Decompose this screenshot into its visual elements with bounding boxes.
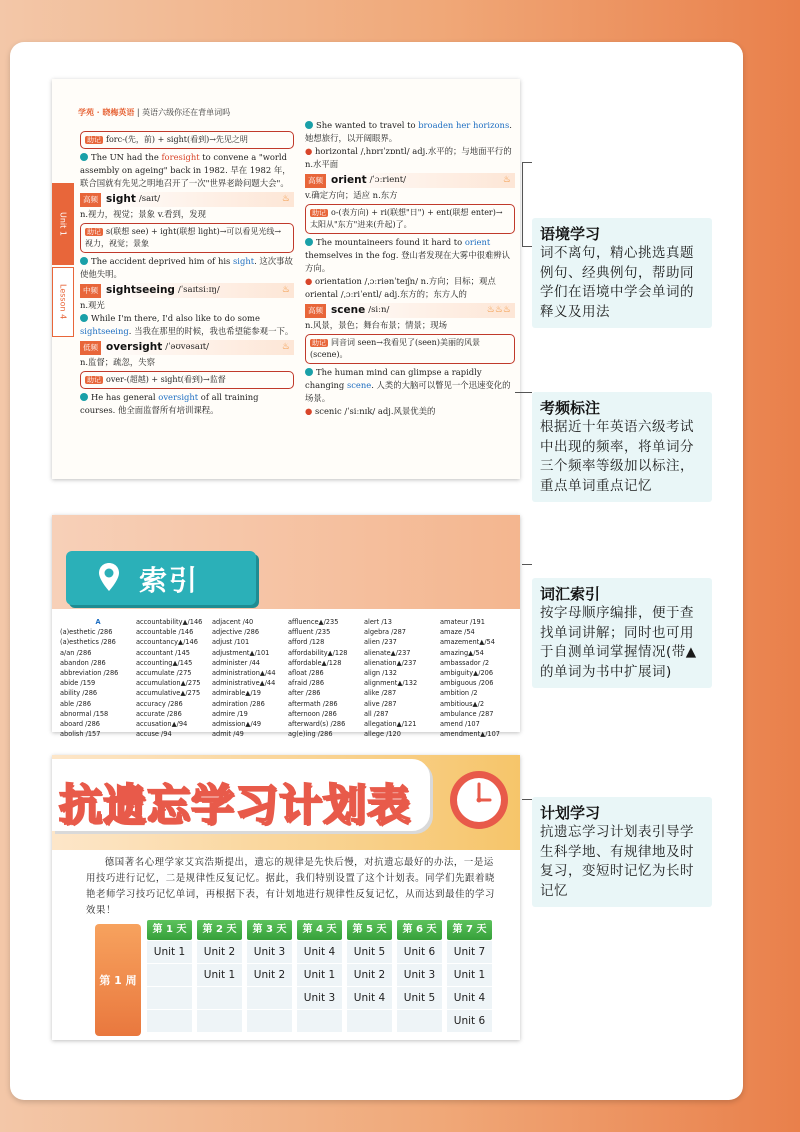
- flame-icon: ♨♨♨: [486, 305, 511, 315]
- index-entry: alive /287: [364, 699, 397, 708]
- index-entry: after /286: [288, 689, 321, 698]
- plan-cell: Unit 5: [397, 987, 442, 1009]
- example-icon: [305, 121, 313, 129]
- plan-cell: Unit 2: [197, 941, 242, 963]
- flame-icon: ♨: [281, 342, 290, 352]
- location-pin-icon: [98, 562, 120, 592]
- annotation-frequency: [532, 392, 712, 502]
- index-column: [288, 617, 364, 739]
- annotation-context-learning: [532, 218, 712, 328]
- plan-cell: [197, 1010, 242, 1032]
- annotation-body: 抗遗忘学习计划表引导学生科学地、有规律地及时复习，变短时记忆为长时记忆: [540, 824, 694, 899]
- plan-cell: Unit 4: [347, 987, 392, 1009]
- plan-title-box: [52, 759, 430, 831]
- annotation-body: 词不离句，精心挑选真题例句、经典例句，帮助同学们在语境中学会单词的释义及用法: [540, 245, 694, 320]
- index-entry: aftermath /286: [288, 699, 338, 708]
- index-entry: ambitious▲/2: [440, 699, 485, 708]
- example-sentence: While I'm there, I'd also like to do some sightseeing. 当我在那里的时候，我也希望能参观一下。: [80, 313, 294, 336]
- lesson-tab: Lesson 4: [52, 267, 74, 337]
- index-entry: accountable /146: [136, 628, 194, 637]
- index-entry: adjustment▲/101: [212, 648, 270, 657]
- index-entry: accumulate /275: [136, 669, 192, 678]
- index-title-bar: [66, 551, 256, 605]
- header-text: 英语六级你还在背单词吗: [142, 108, 231, 117]
- plan-cell: [247, 987, 292, 1009]
- index-entry: amazing▲/54: [440, 648, 484, 657]
- index-entry: accountancy▲/146: [136, 638, 198, 647]
- index-entry: afford /128: [288, 638, 325, 647]
- index-entry: alienation▲/237: [364, 658, 417, 667]
- memo-text: 同音词 seen→我看见了(seen)美丽的风景(scene)。: [310, 338, 480, 359]
- plan-cell: [247, 1010, 292, 1032]
- plan-cell: Unit 1: [197, 964, 242, 986]
- index-entry: abide /159: [60, 679, 96, 688]
- index-entry: amendment▲/107: [440, 730, 501, 739]
- plan-cell: Unit 3: [247, 941, 292, 963]
- index-entry: admiration /286: [212, 699, 265, 708]
- index-entry: able /286: [60, 699, 92, 708]
- example-sentence: He has general oversight of all training courses. 他全面监督所有培训课程。: [80, 392, 259, 415]
- index-entry: accountability▲/146: [136, 618, 203, 626]
- index-entry: aboard /286: [60, 720, 100, 729]
- index-entry: affordability▲/128: [288, 648, 348, 657]
- index-entry: amazement▲/54: [440, 638, 495, 647]
- entry-header: [80, 192, 294, 207]
- example-icon: [80, 393, 88, 401]
- unit-tab: Unit 1: [52, 183, 74, 265]
- definition: n.风景，景色；舞台布景；情景；现场: [305, 320, 448, 330]
- index-entry: affluent /235: [288, 628, 331, 637]
- index-entry: ability /286: [60, 689, 98, 698]
- derivative: ● scenic /ˈsiːnɪk/ adj.风景优美的: [305, 406, 436, 416]
- index-entry: ag(e)ing /286: [288, 730, 333, 739]
- index-entry: admirable▲/19: [212, 689, 261, 698]
- index-title: 索引: [139, 564, 200, 597]
- day-column: [397, 920, 442, 1032]
- plan-cell: [197, 987, 242, 1009]
- memo-box: 助记 o-(表方向) + ri(联想"日") + ent(联想 enter)→太阳从"东方"进来(升起)了。: [305, 204, 515, 234]
- annotation-title: 计划学习: [540, 804, 601, 822]
- example-icon: [80, 314, 88, 322]
- catalog-page: [10, 42, 743, 1100]
- example-sentence: The accident deprived him of his sight. 这次事故使他失明。: [80, 256, 293, 279]
- annotation-plan-learning: [532, 797, 712, 907]
- week-label: 第 1 周: [95, 924, 141, 1036]
- index-entry: afterward(s) /286: [288, 720, 346, 729]
- index-entry: accuse /94: [136, 730, 172, 739]
- connector-line: [522, 564, 532, 565]
- memo-box: 助记 同音词 seen→我看见了(seen)美丽的风景(scene)。: [305, 334, 515, 364]
- index-entry: ambulance /287: [440, 709, 494, 718]
- derivative: oriental /ˌɔːriˈentl/ adj.东方的；东方人的: [305, 289, 467, 299]
- plan-cell: Unit 3: [397, 964, 442, 986]
- flame-icon: ♨: [281, 194, 290, 204]
- index-column: [364, 617, 440, 739]
- index-entry: align /132: [364, 669, 397, 678]
- headword: oversight: [106, 341, 163, 353]
- index-entry: accountant /145: [136, 648, 190, 657]
- memo-text: over-(超越) + sight(看到)→监督: [106, 375, 226, 384]
- index-entry: adjective /286: [212, 628, 260, 637]
- memo-text: s(联想 see) + ight(联想 light)→可以看见光线→视力，视觉；景象: [85, 227, 282, 248]
- plan-cell: Unit 1: [297, 964, 342, 986]
- plan-cell: Unit 1: [447, 964, 492, 986]
- plan-cell: Unit 5: [347, 941, 392, 963]
- index-entry: accounting▲/145: [136, 658, 193, 667]
- plan-cell: Unit 2: [247, 964, 292, 986]
- index-entry: algebra /287: [364, 628, 406, 637]
- phonetic: /saɪt/: [138, 194, 161, 204]
- index-entry: abandon /286: [60, 658, 106, 667]
- memo-box: 助记 over-(超越) + sight(看到)→监督: [80, 371, 294, 389]
- index-entry: allege /120: [364, 730, 401, 739]
- plan-cell: Unit 4: [297, 941, 342, 963]
- index-entry: afloat /286: [288, 669, 324, 678]
- plan-cell: Unit 1: [147, 941, 192, 963]
- day-column: [147, 920, 192, 1032]
- index-entry: administration▲/44: [212, 669, 276, 678]
- index-entry: affordable▲/128: [288, 658, 342, 667]
- index-entry: alienate▲/237: [364, 648, 411, 657]
- index-entry: ambiguous /206: [440, 679, 494, 688]
- plan-cell: Unit 6: [397, 941, 442, 963]
- plan-intro: 德国著名心理学家艾宾浩斯提出，遗忘的规律是先快后慢，对抗遗忘最好的办法，一是运用技巧进行记忆，二是规律性反复记忆。据此，我们特别设置了这个计划表。同学们先跟着晓艳老师学习技巧记忆单词，再根据下表，有计划地进行规律性反复记忆，从而达到最佳的学习效果！: [86, 857, 495, 916]
- day-column: [197, 920, 242, 1032]
- annotation-body: 按字母顺序编排，便于查找单词讲解；同时也可用于自测单词掌握情况(带▲的单词为书中扩展词): [540, 605, 697, 680]
- index-column: [440, 617, 516, 739]
- index-entry: amend /107: [440, 720, 480, 729]
- index-entry: admission▲/49: [212, 720, 262, 729]
- index-entry: amaze /54: [440, 628, 475, 637]
- example-icon: [80, 153, 88, 161]
- flame-icon: ♨: [281, 285, 290, 295]
- index-column: [212, 617, 288, 739]
- annotation-title: 词汇索引: [540, 585, 601, 603]
- memo-box: 助记 s(联想 see) + ight(联想 light)→可以看见光线→视力，视觉；景象: [80, 223, 294, 253]
- phonetic: /ˈɔːrient/: [369, 175, 406, 185]
- index-entry: affluence▲/235: [288, 618, 339, 626]
- phonetic: /siːn/: [368, 305, 390, 315]
- index-entry: accumulation▲/275: [136, 679, 201, 688]
- day-header: 第 7 天: [447, 920, 492, 940]
- index-entry: afraid /286: [288, 679, 325, 688]
- study-plan-excerpt: [52, 755, 520, 1040]
- example-sentence: The mountaineers found it hard to orient themselves in the fog. 登山者发现在大雾中很难辨认方向。: [305, 237, 511, 273]
- index-entry: alert /13: [364, 618, 392, 626]
- headword: sight: [106, 193, 136, 205]
- excerpt-header: 学苑 · 晓梅英语 | 英语六级你还在背单词吗: [78, 107, 231, 117]
- example-sentence: She wanted to travel to broaden her horizons. 她想旅行，以开阔眼界。: [305, 120, 512, 143]
- clock-icon: [448, 769, 510, 831]
- index-entry: admit /49: [212, 730, 244, 739]
- index-entry: abbreviation /286: [60, 669, 119, 678]
- headword: scene: [331, 304, 366, 316]
- example-icon: [305, 368, 313, 376]
- index-entry: adjacent /40: [212, 618, 254, 626]
- index-entry: ambassador /2: [440, 658, 490, 667]
- example-sentence: The UN had the foresight to convene a "world assembly on ageing" back in 1982. 早在 1982 年，联合国就有先见之明地召开了一次"世界老龄问题大会"。: [80, 152, 291, 188]
- entry-header: [305, 303, 515, 318]
- index-entry: a/an /286: [60, 648, 92, 657]
- plan-cell: Unit 7: [447, 941, 492, 963]
- plan-cell: [147, 1010, 192, 1032]
- index-entry: allegation▲/121: [364, 720, 417, 729]
- annotation-body: 根据近十年英语六级考试中出现的频率，将单词分三个频率等级加以标注，重点单词重点记忆: [540, 419, 694, 494]
- definition: n.观光: [80, 300, 105, 310]
- plan-cell: Unit 4: [447, 987, 492, 1009]
- index-entry: alike /287: [364, 689, 397, 698]
- index-entry: amateur /191: [440, 618, 485, 626]
- connector-line: [522, 162, 532, 247]
- memo-text: o-(表方向) + ri(联想"日") + ent(联想 enter)→太阳从"东方"进来(升起)了。: [310, 208, 503, 229]
- frequency-badge: 中频: [80, 284, 101, 298]
- headword: sightseeing: [106, 284, 175, 296]
- index-entry: accumulative▲/275: [136, 689, 201, 698]
- frequency-badge: 高频: [305, 304, 326, 318]
- phonetic: /ˈəʊvəsaɪt/: [165, 342, 209, 352]
- index-entry: alien /237: [364, 638, 397, 647]
- memo-text: forc-(先，前) + sight(看到)→先见之明: [106, 135, 248, 144]
- plan-cell: [397, 1010, 442, 1032]
- definition: n.监督；疏忽，失察: [80, 357, 156, 367]
- index-column: [60, 617, 136, 739]
- index-entry: administer /44: [212, 658, 260, 667]
- index-letter: A: [95, 618, 101, 626]
- plan-cell: [347, 1010, 392, 1032]
- excerpt-column-left: [80, 129, 294, 417]
- day-header: 第 3 天: [247, 920, 292, 940]
- frequency-badge: 低频: [80, 341, 101, 355]
- headword: orient: [331, 174, 367, 186]
- plan-cell: [297, 1010, 342, 1032]
- index-entry: all /287: [364, 709, 389, 718]
- index-entry: accurate /286: [136, 709, 182, 718]
- index-entry: accuracy /286: [136, 699, 183, 708]
- index-entry: adjust /101: [212, 638, 250, 647]
- definition: v.确定方向；适应 n.东方: [305, 190, 398, 200]
- example-sentence: The human mind can glimpse a rapidly changing scene. 人类的大脑可以瞥见一个迅速变化的场景。: [305, 367, 511, 403]
- plan-cell: Unit 3: [297, 987, 342, 1009]
- index-entry: ambiguity▲/206: [440, 669, 494, 678]
- index-entry: alignment▲/132: [364, 679, 418, 688]
- day-column: [447, 920, 492, 1032]
- entry-header: [305, 173, 515, 188]
- excerpt-column-right: [305, 119, 515, 418]
- annotation-vocab-index: [532, 578, 712, 688]
- example-icon: [80, 257, 88, 265]
- index-entry: ambition /2: [440, 689, 478, 698]
- index-entry: (a)esthetics /286: [60, 638, 116, 647]
- day-header: 第 2 天: [197, 920, 242, 940]
- header-brand: 学苑 · 晓梅英语: [78, 107, 135, 117]
- plan-cell: Unit 2: [347, 964, 392, 986]
- index-entry: admire /19: [212, 709, 248, 718]
- index-entry: afternoon /286: [288, 709, 337, 718]
- flame-icon: ♨: [502, 175, 511, 185]
- phonetic: /ˈsaɪtsiːɪŋ/: [177, 285, 220, 295]
- memo-box: 助记 forc-(先，前) + sight(看到)→先见之明: [80, 131, 294, 149]
- plan-title: 抗遗忘学习计划表: [59, 781, 411, 831]
- frequency-badge: 高频: [305, 174, 326, 188]
- entry-header: [80, 340, 294, 355]
- day-column: [347, 920, 392, 1032]
- day-column: [297, 920, 342, 1032]
- plan-cell: [147, 964, 192, 986]
- index-column: [136, 617, 212, 739]
- connector-line: [522, 799, 532, 800]
- index-entry: abolish /157: [60, 730, 101, 739]
- index-entry: abnormal /158: [60, 709, 109, 718]
- day-column: [247, 920, 292, 1032]
- index-entry: accusation▲/94: [136, 720, 188, 729]
- entry-header: [80, 283, 294, 298]
- index-entry: (a)esthetic /286: [60, 628, 113, 637]
- index-entry: administrative▲/44: [212, 679, 276, 688]
- day-header: 第 4 天: [297, 920, 342, 940]
- example-icon: [305, 238, 313, 246]
- derivative: ● orientation /ˌɔːriənˈteɪʃn/ n.方向；目标；观点: [305, 276, 496, 286]
- index-excerpt: [52, 515, 520, 739]
- day-header: 第 1 天: [147, 920, 192, 940]
- frequency-badge: 高频: [80, 193, 101, 207]
- derivative: ● horizontal /ˌhɒrɪˈzɒntl/ adj.水平的；与地面平行的 n.水平面: [305, 146, 512, 169]
- plan-cell: [147, 987, 192, 1009]
- day-header: 第 6 天: [397, 920, 442, 940]
- annotation-title: 语境学习: [540, 225, 601, 243]
- day-header: 第 5 天: [347, 920, 392, 940]
- definition: n.视力，视觉；景象 v.看到，发现: [80, 209, 206, 219]
- plan-cell: Unit 6: [447, 1010, 492, 1032]
- annotation-title: 考频标注: [540, 399, 601, 417]
- connector-line: [515, 392, 532, 393]
- index-columns: [60, 617, 516, 739]
- dictionary-excerpt: [52, 79, 520, 479]
